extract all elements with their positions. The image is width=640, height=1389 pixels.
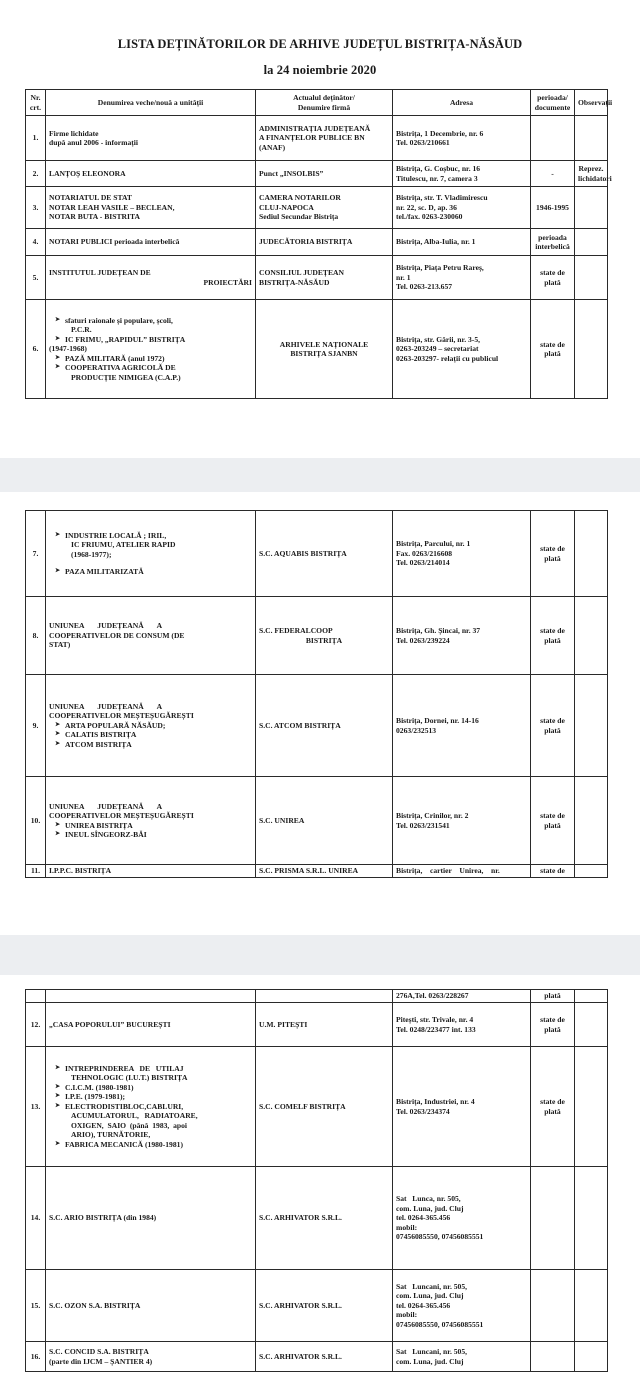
row-observatii (575, 1003, 608, 1047)
page-separator (0, 935, 640, 975)
row-denumire: ➤ INDUSTRIE LOCALĂ ; IRIL, IC FRIUMU, ATELIER RAPID (1968-1977); ➤ PAZA MILITARIZATĂ (46, 511, 256, 597)
row-observatii (575, 597, 608, 675)
page-separator (0, 458, 640, 492)
row-denumire: UNIUNEA JUDEȚEANĂ A COOPERATIVELOR DE CONSUM (DE STAT) (46, 597, 256, 675)
header-observatii: Observații (575, 90, 608, 116)
row-perioada: state de plată (531, 1047, 575, 1167)
row-denumire (46, 990, 256, 1003)
row-denumire: INSTITUTUL JUDEȚEAN DE PROIECTĂRI (46, 256, 256, 300)
document-date: la 24 noiembrie 2020 (263, 63, 377, 77)
row-detinator: S.C. ARHIVATOR S.R.L. (256, 1342, 393, 1372)
row-detinator: ADMINISTRAȚIA JUDEȚEANĂ A FINANȚELOR PUBLICE BN (ANAF) (256, 116, 393, 161)
row-perioada: state de plată (531, 675, 575, 777)
row-nr: 9. (26, 675, 46, 777)
row-observatii (575, 1167, 608, 1270)
row-nr: 16. (26, 1342, 46, 1372)
row-adresa: Bistrița, str. T. Vladimirescu nr. 22, sc. D, ap. 36 tel./fax. 0263-230060 (393, 187, 531, 229)
row-adresa: Bistrița, Crinilor, nr. 2 Tel. 0263/231541 (393, 777, 531, 865)
row-denumire: „CASA POPORULUI” BUCUREȘTI (46, 1003, 256, 1047)
row-nr (26, 990, 46, 1003)
table-row (26, 1270, 608, 1342)
table-row (26, 675, 608, 777)
row-nr: 3. (26, 187, 46, 229)
row-perioada: perioada interbelică (531, 229, 575, 256)
row-denumire: UNIUNEA JUDEȚEANĂ A COOPERATIVELOR MEȘTEȘUGĂREȘTI ➤ ARTA POPULARĂ NĂSĂUD; ➤ CALATIS BISTRIȚA ➤ ATCOM BISTRIȚA (46, 675, 256, 777)
document-page-3 (0, 975, 640, 1389)
archive-holders-table-page-2 (25, 510, 608, 878)
row-nr: 14. (26, 1167, 46, 1270)
table-row (26, 990, 608, 1003)
row-observatii (575, 1047, 608, 1167)
table-row (26, 229, 608, 256)
row-nr: 1. (26, 116, 46, 161)
table-row (26, 187, 608, 229)
row-observatii (575, 187, 608, 229)
table-row (26, 777, 608, 865)
document-title: LISTA DEȚINĂTORILOR DE ARHIVE JUDEȚUL BISTRIȚA-NĂSĂUD (117, 37, 523, 51)
row-perioada: state de (531, 865, 575, 878)
table-row (26, 256, 608, 300)
row-adresa: Bistrița, Alba-Iulia, nr. 1 (393, 229, 531, 256)
row-perioada: state de plată (531, 777, 575, 865)
row-adresa: Sat Luncani, nr. 505, com. Luna, jud. Cluj tel. 0264-365.456 mobil: 07456085550, 07456085551 (393, 1270, 531, 1342)
row-perioada (531, 1167, 575, 1270)
row-detinator: S.C. COMELF BISTRIȚA (256, 1047, 393, 1167)
row-adresa: Sat Luncani, nr. 505, com. Luna, jud. Cluj (393, 1342, 531, 1372)
row-nr: 8. (26, 597, 46, 675)
table-row (26, 300, 608, 399)
row-adresa: Bistrița, str. Gării, nr. 3-5, 0263-203249 – secretariat 0263-203297- relații cu publicul (393, 300, 531, 399)
row-observatii (575, 777, 608, 865)
row-perioada: state de plată (531, 300, 575, 399)
row-observatii: Reprez. lichidatori (575, 161, 608, 187)
row-denumire: S.C. OZON S.A. BISTRIȚA (46, 1270, 256, 1342)
row-perioada: plată (531, 990, 575, 1003)
row-perioada: state de plată (531, 1003, 575, 1047)
header-denumire: Denumirea veche/nouă a unității (46, 90, 256, 116)
row-denumire: S.C. ARIO BISTRIȚA (din 1984) (46, 1167, 256, 1270)
table-row (26, 865, 608, 878)
table-row (26, 1167, 608, 1270)
row-denumire: I.P.P.C. BISTRIȚA (46, 865, 256, 878)
row-nr: 6. (26, 300, 46, 399)
row-detinator: CAMERA NOTARILOR CLUJ-NAPOCA Sediul Secundar Bistrița (256, 187, 393, 229)
row-detinator: Punct „INSOLBIS” (256, 161, 393, 187)
row-denumire: ➤ INTREPRINDEREA DE UTILAJ TEHNOLOGIC (I.U.T.) BISTRIȚA ➤ C.I.C.M. (1980-1981) ➤ I.P.E. (1979-1981); ➤ ELECTRODISTIBLOC,CABLURI, ACUMULATORUL, RADIATOARE, OXIGEN, SAIO (până 1983, apoi ARIO), TURNĂTORIE, ➤ FABRICA MECANICĂ (1980-1981) (46, 1047, 256, 1167)
row-adresa: Sat Lunca, nr. 505, com. Luna, jud. Cluj tel. 0264-365.456 mobil: 07456085550, 07456085551 (393, 1167, 531, 1270)
row-detinator (256, 990, 393, 1003)
row-detinator: ARHIVELE NAȚIONALE BISTRIȚA SJANBN (256, 300, 393, 399)
row-adresa: Bistrița, Industriei, nr. 4 Tel. 0263/234374 (393, 1047, 531, 1167)
row-perioada: state de plată (531, 511, 575, 597)
row-perioada (531, 116, 575, 161)
table-row (26, 1003, 608, 1047)
row-detinator: S.C. PRISMA S.R.L. UNIREA (256, 865, 393, 878)
row-nr: 2. (26, 161, 46, 187)
row-perioada (531, 1270, 575, 1342)
table-header-row (26, 90, 608, 116)
row-observatii (575, 675, 608, 777)
row-observatii (575, 229, 608, 256)
table-row (26, 511, 608, 597)
row-denumire: LANȚOȘ ELEONORA (46, 161, 256, 187)
row-adresa: 276A,Tel. 0263/228267 (393, 990, 531, 1003)
row-detinator: U.M. PITEȘTI (256, 1003, 393, 1047)
row-detinator: S.C. ATCOM BISTRIȚA (256, 675, 393, 777)
row-denumire: S.C. CONCID S.A. BISTRIȚA (parte din IJCM – ȘANTIER 4) (46, 1342, 256, 1372)
row-nr: 12. (26, 1003, 46, 1047)
table-row (26, 1047, 608, 1167)
row-denumire: NOTARI PUBLICI perioada interbelică (46, 229, 256, 256)
header-adresa: Adresa (393, 90, 531, 116)
row-observatii (575, 256, 608, 300)
row-denumire: ➤ sfaturi raionale și populare, școli, P.C.R. ➤ IC FRIMU, „RAPIDUL” BISTRIȚA (1947-1968) ➤ PAZĂ MILITARĂ (anul 1972) ➤ COOPERATIVA AGRICOLĂ DE PRODUCȚIE NIMIGEA (C.A.P.) (46, 300, 256, 399)
row-nr: 10. (26, 777, 46, 865)
row-observatii (575, 1342, 608, 1372)
row-perioada: - (531, 161, 575, 187)
document-page-2 (0, 492, 640, 935)
archive-holders-table-page-1 (25, 89, 613, 399)
row-nr: 4. (26, 229, 46, 256)
row-detinator: CONSILIUL JUDEȚEAN BISTRIȚA-NĂSĂUD (256, 256, 393, 300)
table-row (26, 1342, 608, 1372)
row-adresa: Bistrița, Parcului, nr. 1 Fax. 0263/216608 Tel. 0263/214014 (393, 511, 531, 597)
row-detinator: JUDECĂTORIA BISTRIȚA (256, 229, 393, 256)
row-detinator: S.C. FEDERALCOOP BISTRIȚA (256, 597, 393, 675)
row-observatii (575, 511, 608, 597)
row-nr: 13. (26, 1047, 46, 1167)
row-adresa: Bistrița, G. Coșbuc, nr. 16 Titulescu, nr. 7, camera 3 (393, 161, 531, 187)
row-perioada: state de plată (531, 597, 575, 675)
header-perioada: perioada/ documente (531, 90, 575, 116)
table-row (26, 116, 608, 161)
row-adresa: Bistrița, Dornei, nr. 14-16 0263/232513 (393, 675, 531, 777)
row-observatii (575, 865, 608, 878)
row-nr: 11. (26, 865, 46, 878)
row-adresa: Pitești, str. Trivale, nr. 4 Tel. 0248/223477 int. 133 (393, 1003, 531, 1047)
row-denumire: NOTARIATUL DE STAT NOTAR LEAH VASILE – BECLEAN, NOTAR BUTA - BISTRITA (46, 187, 256, 229)
archive-holders-table-page-3 (25, 989, 608, 1372)
row-adresa: Bistrița, Gh. Șincai, nr. 37 Tel. 0263/239224 (393, 597, 531, 675)
row-nr: 15. (26, 1270, 46, 1342)
row-nr: 5. (26, 256, 46, 300)
row-perioada (531, 1342, 575, 1372)
row-detinator: S.C. UNIREA (256, 777, 393, 865)
row-observatii (575, 300, 608, 399)
header-detinator: Actualul deținător/ Denumire firmă (256, 90, 393, 116)
row-perioada: state de plată (531, 256, 575, 300)
row-perioada: 1946-1995 (531, 187, 575, 229)
row-adresa: Bistrița, cartier Unirea, nr. (393, 865, 531, 878)
row-detinator: S.C. AQUABIS BISTRIȚA (256, 511, 393, 597)
row-denumire: Firme lichidate după anul 2006 - informații (46, 116, 256, 161)
header-nr: Nr. crt. (26, 90, 46, 116)
row-observatii (575, 1270, 608, 1342)
row-detinator: S.C. ARHIVATOR S.R.L. (256, 1270, 393, 1342)
row-denumire: UNIUNEA JUDEȚEANĂ A COOPERATIVELOR MEȘTEȘUGĂREȘTI ➤ UNIREA BISTRIȚA ➤ INEUL SÎNGEORZ-BĂI (46, 777, 256, 865)
row-detinator: S.C. ARHIVATOR S.R.L. (256, 1167, 393, 1270)
table-row (26, 597, 608, 675)
table-row (26, 161, 608, 187)
row-observatii (575, 116, 608, 161)
row-observatii (575, 990, 608, 1003)
row-nr: 7. (26, 511, 46, 597)
row-adresa: Bistrița, Piața Petru Rareș, nr. 1 Tel. 0263-213.657 (393, 256, 531, 300)
document-page-1 (0, 0, 640, 458)
row-adresa: Bistrița, 1 Decembrie, nr. 6 Tel. 0263/210661 (393, 116, 531, 161)
